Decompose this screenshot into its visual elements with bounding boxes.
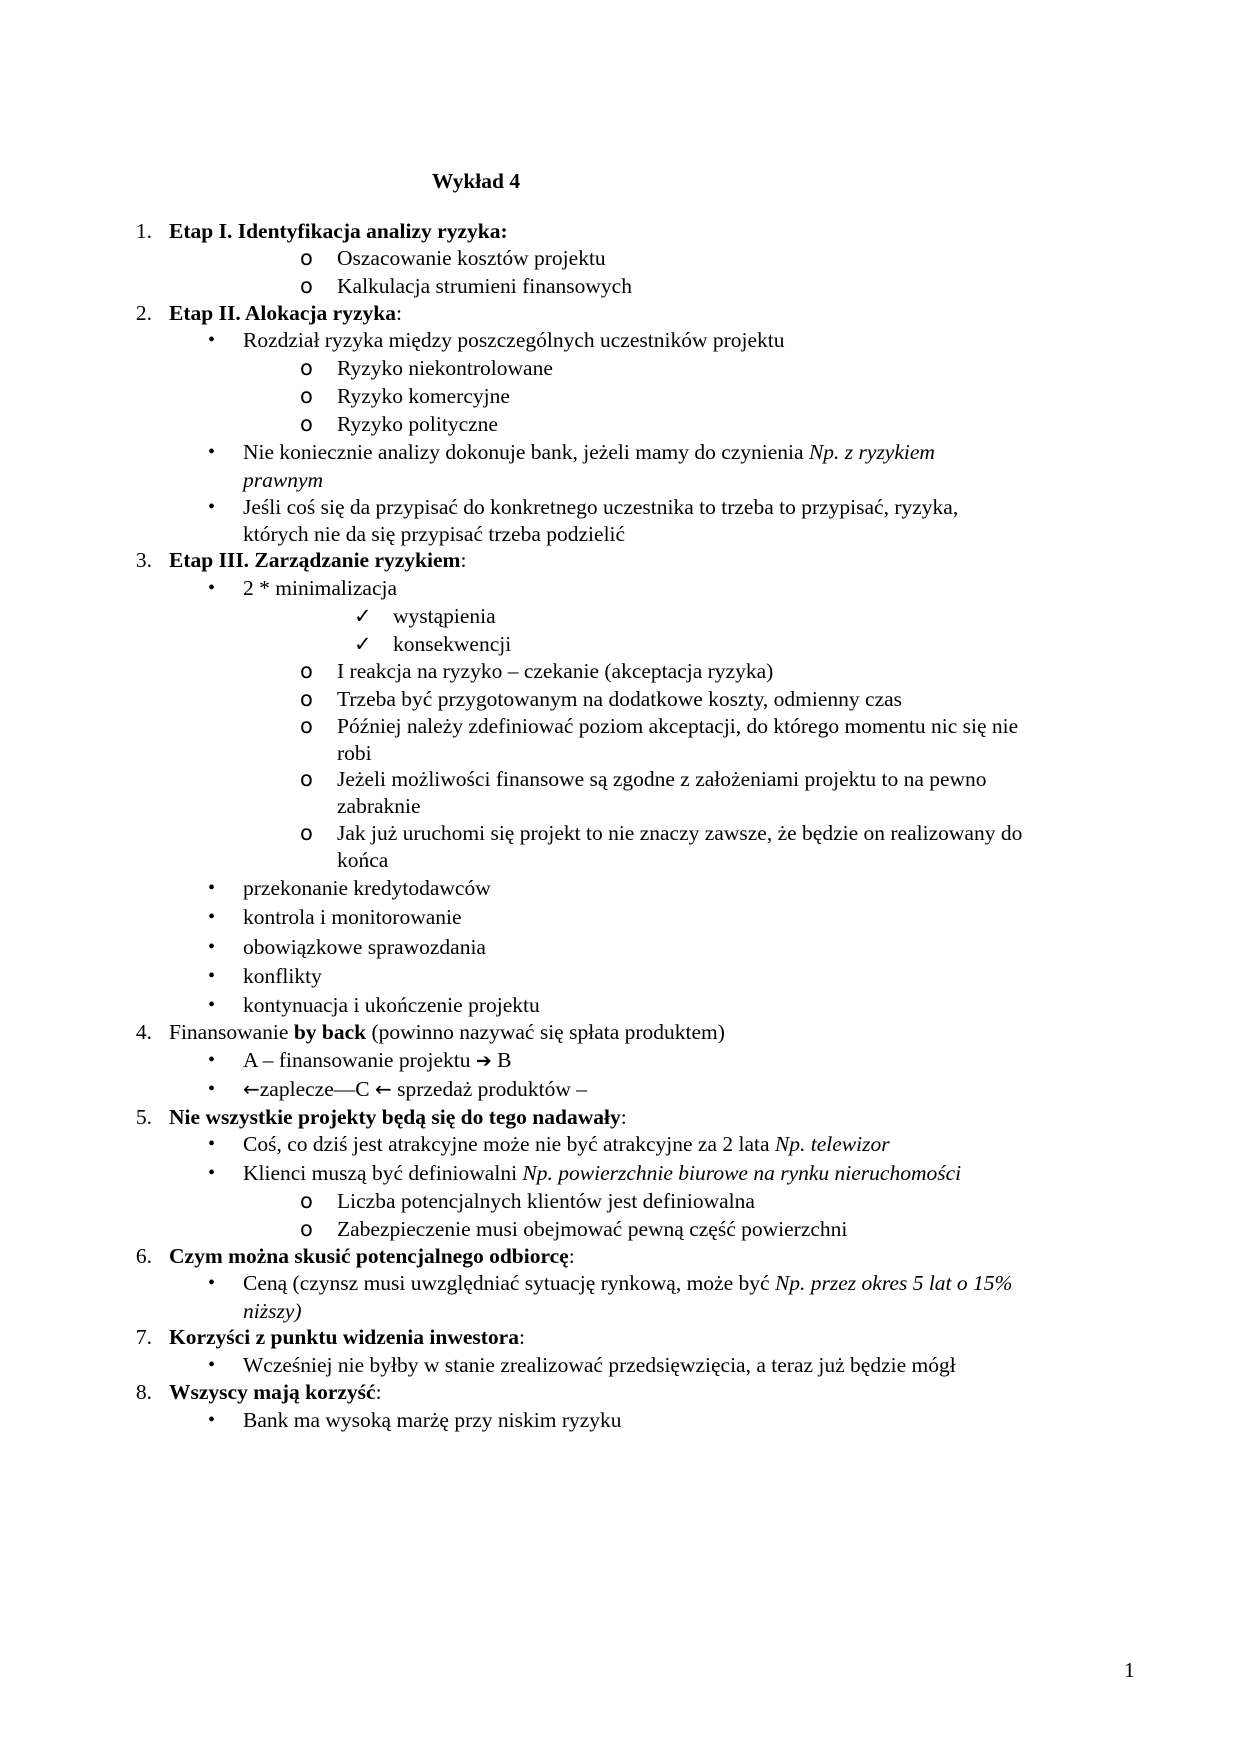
bullet-item: Wcześniej nie byłby w stanie zrealizować przedsięwzięcia, a teraz już będzie mógł — [243, 1353, 956, 1377]
bullet-item: A – finansowanie projektu ➔ B — [243, 1048, 512, 1072]
check-item: konsekwencji — [393, 632, 512, 656]
bullet-item: Ceną (czynsz musi uwzględniać sytuację rynkową, może być Np. przez okres 5 lat o 15% — [243, 1271, 1013, 1295]
sub-bullet-icon: o — [300, 274, 313, 298]
bullet-icon: • — [208, 965, 216, 987]
bullet-icon: • — [208, 496, 216, 518]
sub-bullet-icon: o — [300, 384, 313, 408]
bullet-icon: • — [208, 441, 216, 463]
arrow-right-icon: ➔ — [475, 1050, 492, 1072]
bullet-icon: • — [208, 1409, 216, 1431]
arrow-left-icon: ← — [374, 1077, 392, 1101]
sub-bullet-icon: o — [300, 687, 313, 711]
bullet-icon: • — [208, 994, 216, 1016]
bullet-item-continuation: prawnym — [243, 468, 324, 492]
bullet-icon: • — [208, 329, 216, 351]
sub-item-continuation: zabraknie — [337, 794, 421, 818]
page-number: 1 — [1124, 1658, 1135, 1682]
list-number-3: 3. — [135, 548, 152, 572]
bullet-icon: • — [208, 577, 216, 599]
bullet-item-continuation: których nie da się przypisać trzeba podzielić — [243, 522, 626, 546]
sub-item: Liczba potencjalnych klientów jest definiowalna — [337, 1189, 755, 1213]
sub-bullet-icon: o — [300, 714, 313, 738]
page-title: Wykład 4 — [431, 169, 521, 193]
sub-item: Trzeba być przygotowanym na dodatkowe koszty, odmienny czas — [337, 687, 903, 711]
sub-item: Zabezpieczenie musi obejmować pewną część powierzchni — [337, 1217, 848, 1241]
sub-item: Jeżeli możliwości finansowe są zgodne z założeniami projektu to na pewno — [337, 767, 987, 791]
sub-bullet-icon: o — [300, 659, 313, 683]
section-8-heading: Wszyscy mają korzyść: — [169, 1380, 382, 1404]
sub-item-continuation: końca — [337, 848, 389, 872]
bullet-icon: • — [208, 1049, 216, 1071]
section-1-heading: Etap I. Identyfikacja analizy ryzyka: — [169, 219, 508, 243]
bullet-icon: • — [208, 1133, 216, 1155]
bullet-item: Coś, co dziś jest atrakcyjne może nie być atrakcyjne za 2 lata Np. telewizor — [243, 1132, 890, 1156]
sub-item-continuation: robi — [337, 741, 372, 765]
sub-item: Jak już uruchomi się projekt to nie znaczy zawsze, że będzie on realizowany do — [337, 821, 1023, 845]
bullet-icon: • — [208, 877, 216, 899]
section-2-heading: Etap II. Alokacja ryzyka: — [169, 301, 402, 325]
sub-bullet-icon: o — [300, 767, 313, 791]
check-icon: ✓ — [354, 604, 372, 628]
bullet-item: kontynuacja i ukończenie projektu — [243, 993, 540, 1017]
bullet-icon: • — [208, 1354, 216, 1376]
list-number-6: 6. — [135, 1244, 152, 1268]
bullet-item: konflikty — [243, 964, 322, 988]
sub-item: Kalkulacja strumieni finansowych — [337, 274, 632, 298]
sub-bullet-icon: o — [300, 821, 313, 845]
bullet-item: kontrola i monitorowanie — [243, 905, 462, 929]
section-3-heading: Etap III. Zarządzanie ryzykiem: — [169, 548, 467, 572]
bullet-item: ←zaplecze—C ← sprzedaż produktów – — [243, 1077, 587, 1101]
sub-item: Ryzyko polityczne — [337, 412, 498, 436]
sub-item: Oszacowanie kosztów projektu — [337, 246, 606, 270]
arrow-left-icon: ← — [243, 1077, 260, 1101]
sub-item: I reakcja na ryzyko – czekanie (akceptacja ryzyka) — [337, 659, 774, 683]
check-item: wystąpienia — [393, 604, 496, 628]
section-7-heading: Korzyści z punktu widzenia inwestora: — [169, 1325, 525, 1349]
section-5-heading: Nie wszystkie projekty będą się do tego nadawały: — [169, 1105, 627, 1129]
sub-bullet-icon: o — [300, 1217, 313, 1241]
list-number-8: 8. — [135, 1380, 152, 1404]
bullet-item: Bank ma wysoką marżę przy niskim ryzyku — [243, 1408, 622, 1432]
sub-bullet-icon: o — [300, 356, 313, 380]
bullet-icon: • — [208, 1078, 216, 1100]
sub-bullet-icon: o — [300, 246, 313, 270]
bullet-icon: • — [208, 906, 216, 928]
sub-item: Ryzyko komercyjne — [337, 384, 510, 408]
list-number-7: 7. — [135, 1325, 152, 1349]
bullet-icon: • — [208, 1162, 216, 1184]
list-number-4: 4. — [135, 1020, 152, 1044]
list-number-1: 1. — [135, 219, 152, 243]
bullet-item: 2 * minimalizacja — [243, 576, 398, 600]
bullet-item: obowiązkowe sprawozdania — [243, 935, 486, 959]
bullet-icon: • — [208, 1272, 216, 1294]
bullet-item: Nie koniecznie analizy dokonuje bank, jeżeli mamy do czynienia Np. z ryzykiem — [243, 440, 935, 464]
sub-bullet-icon: o — [300, 412, 313, 436]
bullet-item-continuation: niższy) — [243, 1299, 302, 1323]
section-4-heading: Finansowanie by back (powinno nazywać się spłata produktem) — [169, 1020, 725, 1044]
bullet-item: Jeśli coś się da przypisać do konkretnego uczestnika to trzeba to przypisać, ryzyka, — [243, 495, 959, 519]
sub-item: Później należy zdefiniować poziom akceptacji, do którego momentu nic się nie — [337, 714, 1019, 738]
check-icon: ✓ — [354, 632, 372, 656]
sub-item: Ryzyko niekontrolowane — [337, 356, 553, 380]
list-number-2: 2. — [135, 301, 152, 325]
sub-bullet-icon: o — [300, 1189, 313, 1213]
bullet-icon: • — [208, 936, 216, 958]
bullet-item: Rozdział ryzyka między poszczególnych uczestników projektu — [243, 328, 785, 352]
section-6-heading: Czym można skusić potencjalnego odbiorcę: — [169, 1244, 575, 1268]
bullet-item: przekonanie kredytodawców — [243, 876, 491, 900]
bullet-item: Klienci muszą być definiowalni Np. powierzchnie biurowe na rynku nieruchomości — [243, 1161, 962, 1185]
list-number-5: 5. — [135, 1105, 152, 1129]
